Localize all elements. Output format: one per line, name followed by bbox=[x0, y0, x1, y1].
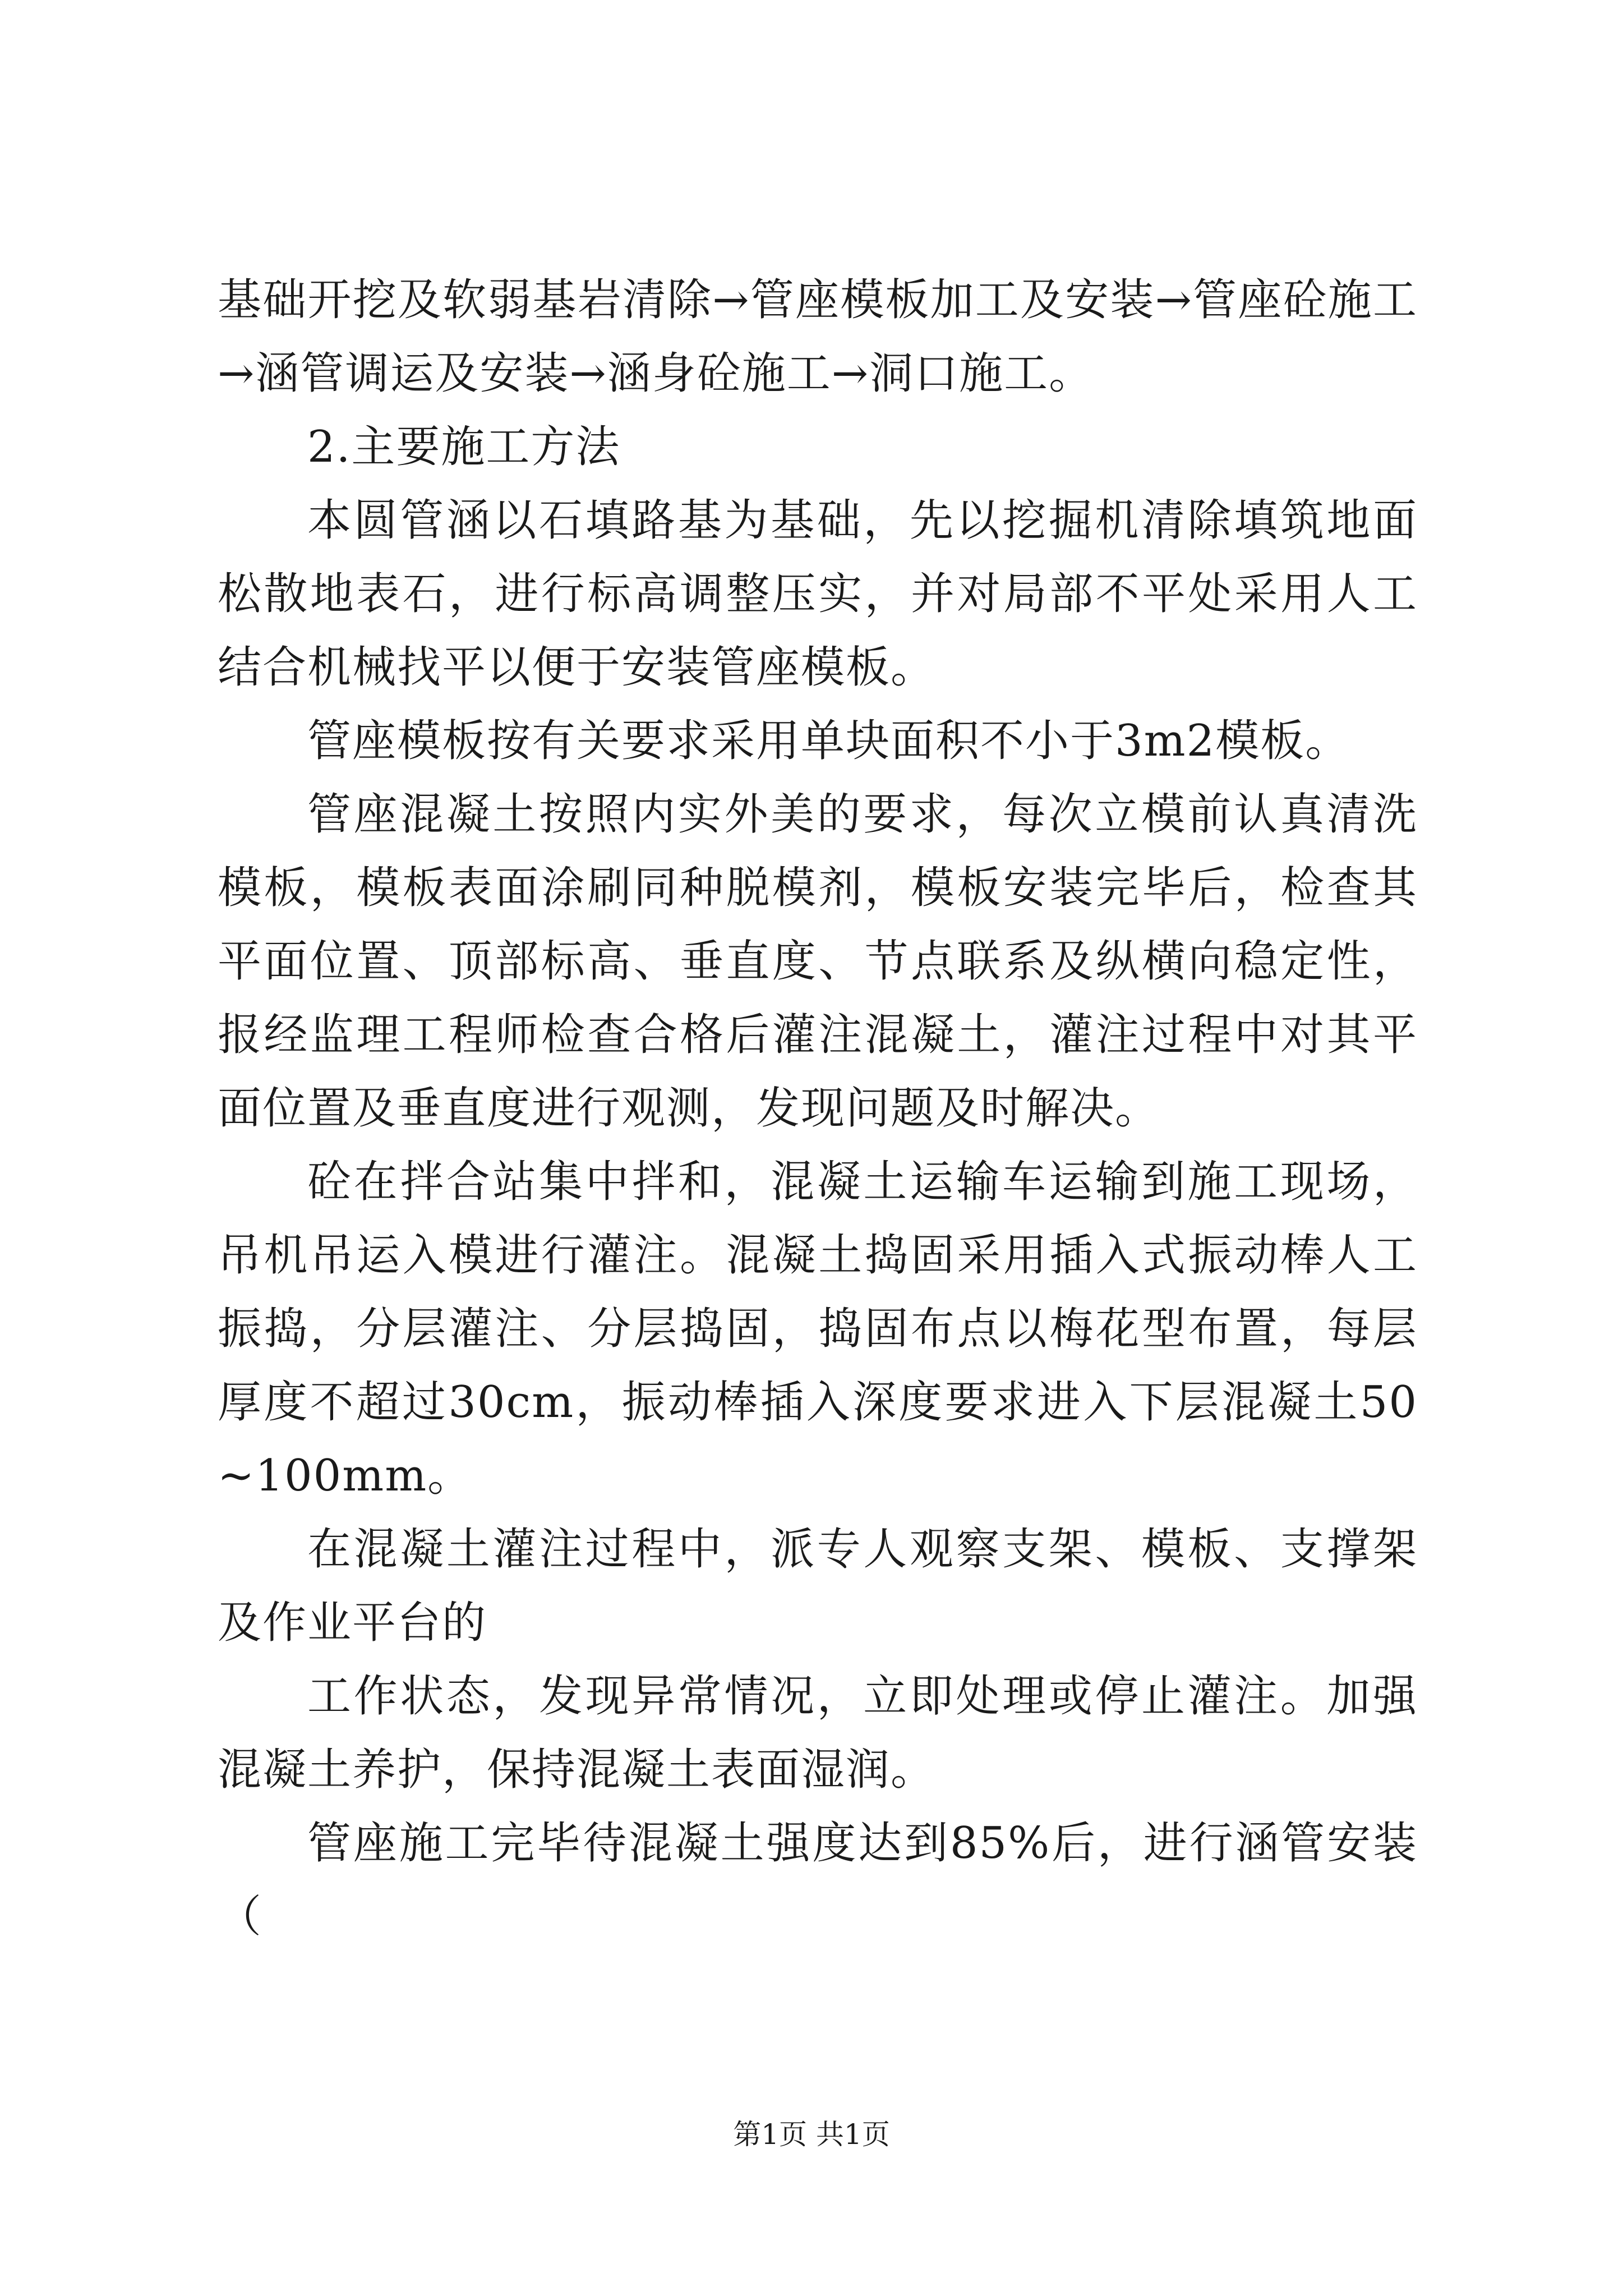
paragraph-1: 基础开挖及软弱基岩清除→管座模板加工及安装→管座砼施工→涵管调运及安装→涵身砼施工→洞口施工。 bbox=[218, 275, 1418, 399]
paragraph-6: 在混凝土灌注过程中，派专人观察支架、模板、支撑架及作业平台的 bbox=[218, 1524, 1418, 1648]
page-footer: 第1页 共1页 bbox=[733, 2118, 890, 2151]
paragraph-7: 工作状态，发现异常情况，立即处理或停止灌注。加强混凝土养护，保持混凝土表面湿润。 bbox=[218, 1671, 1418, 1795]
paragraph-8: 管座施工完毕待混凝土强度达到85%后，进行涵管安装（ bbox=[218, 1818, 1418, 1942]
document-body bbox=[218, 264, 1418, 1954]
paragraph-3: 管座模板按有关要求采用单块面积不小于3m2模板。 bbox=[307, 716, 1350, 766]
paragraph-2: 本圆管涵以石填路基为基础，先以挖掘机清除填筑地面松散地表石，进行标高调整压实，并对局部不平处采用人工结合机械找平以便于安装管座模板。 bbox=[218, 495, 1418, 693]
paragraph-4: 管座混凝土按照内实外美的要求，每次立模前认真清洗模板，模板表面涂刷同种脱模剂，模板安装完毕后，检查其平面位置、顶部标高、垂直度、节点联系及纵横向稳定性，报经监理工程师检查合格后灌注混凝土，灌注过程中对其平面位置及垂直度进行观测，发现问题及时解决。 bbox=[218, 789, 1418, 1134]
section-heading: 2.主要施工方法 bbox=[307, 422, 621, 472]
paragraph-5: 砼在拌合站集中拌和，混凝土运输车运输到施工现场，吊机吊运入模进行灌注。混凝土捣固采用插入式振动棒人工振捣，分层灌注、分层捣固，捣固布点以梅花型布置，每层厚度不超过30cm，振动棒插入深度要求进入下层混凝土50~100mm。 bbox=[218, 1157, 1418, 1501]
